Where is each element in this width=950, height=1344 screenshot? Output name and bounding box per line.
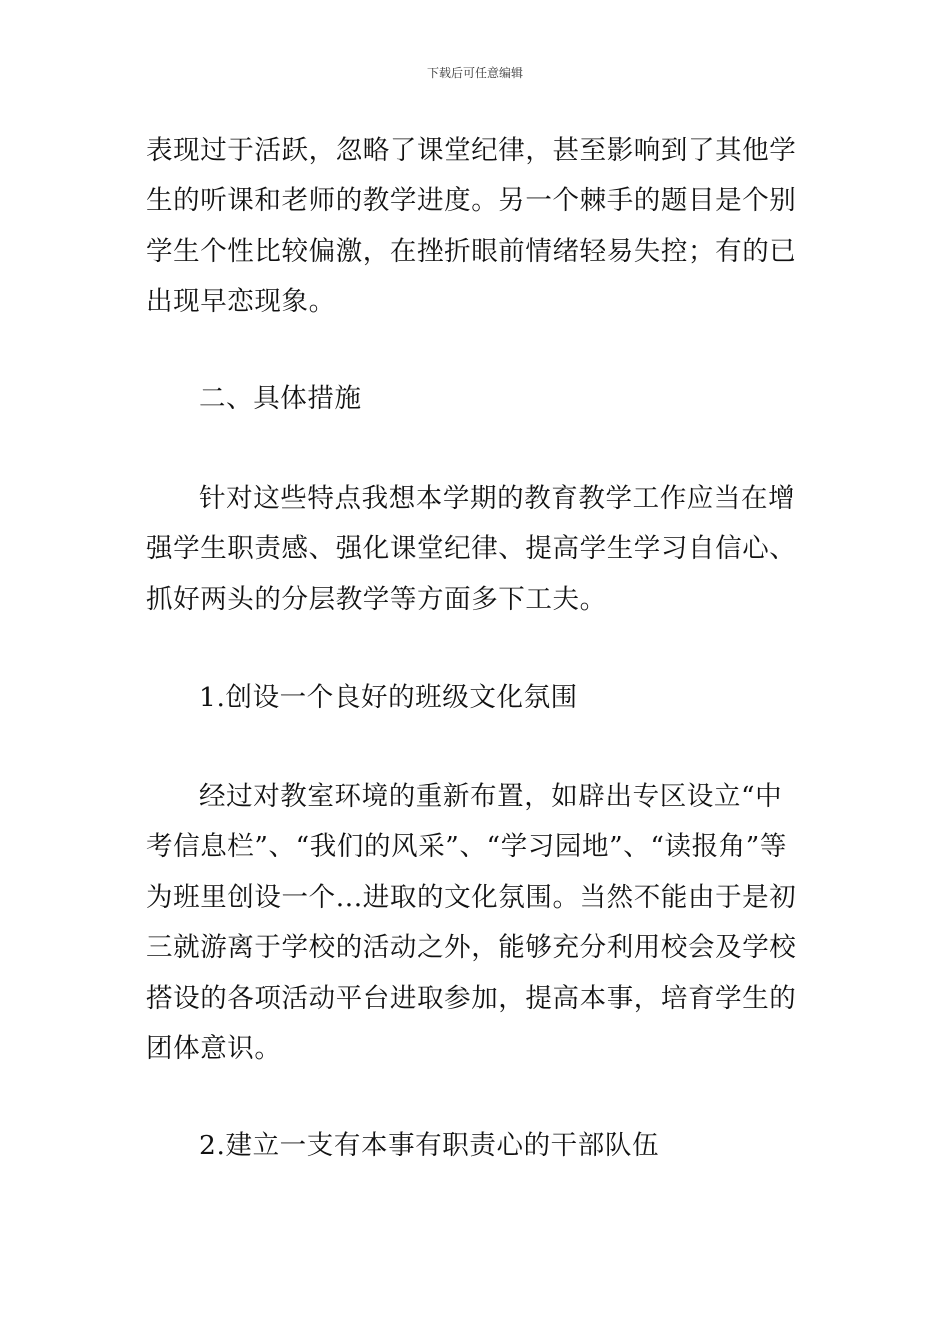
body-paragraph: 表现过于活跃，忽略了课堂纪律，甚至影响到了其他学生的听课和老师的教学进度。另一个棘手的题目是个别学生个性比较偏激，在挫折眼前情绪轻易失控；有的已出现早恋现象。 bbox=[146, 135, 797, 318]
subsection-heading: 2.建立一支有本事有职责心的干部队伍 bbox=[199, 1130, 660, 1161]
header-note: 下载后可任意编辑 bbox=[426, 66, 523, 80]
section-heading: 二、具体措施 bbox=[199, 383, 362, 414]
subsection-heading: 1.创设一个良好的班级文化氛围 bbox=[199, 682, 578, 713]
body-paragraph: 针对这些特点我想本学期的教育教学工作应当在增强学生职责感、强化课堂纪律、提高学生学习自信心、抓好两头的分层教学等方面多下工夫。 bbox=[146, 483, 797, 615]
body-paragraph: 经过对教室环境的重新布置，如辟出专区设立“中考信息栏”、“我们的风采”、“学习园地”、“读报角”等为班里创设一个...进取的文化氛围。当然不能由于是初三就游离于学校的活动之外，能够充分利用校会及学校搭设的各项活动平台进取参加，提高本事，培育学生的团体意识。 bbox=[146, 781, 797, 1065]
